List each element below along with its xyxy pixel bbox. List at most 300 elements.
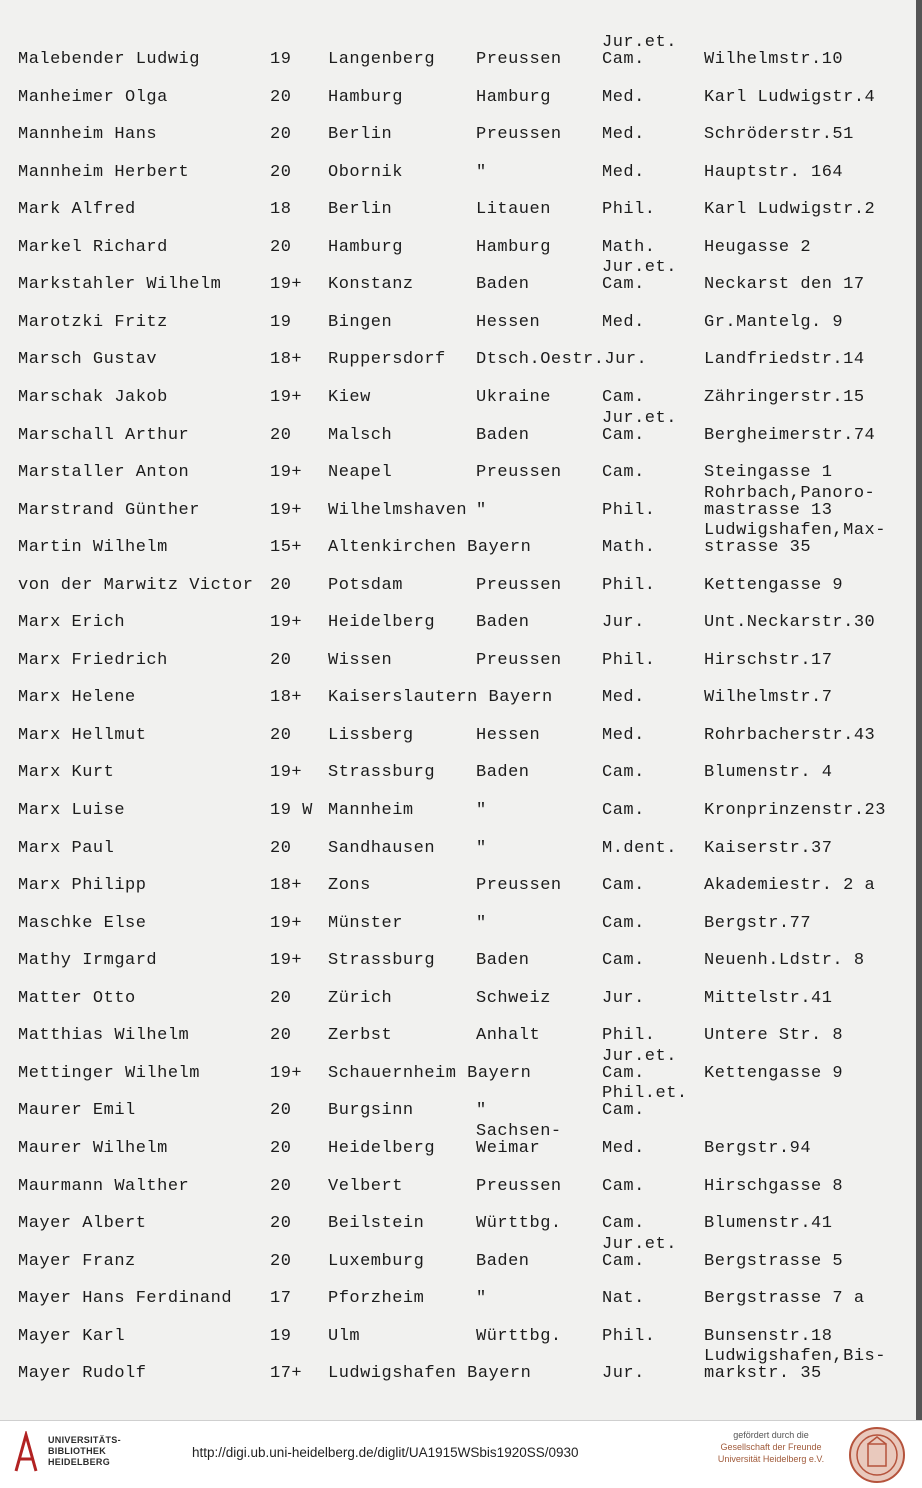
home-town: Kiew — [328, 387, 371, 407]
register-row — [0, 637, 922, 675]
home-state: " — [476, 801, 487, 820]
faculty — [602, 990, 645, 1007]
address — [704, 990, 832, 1007]
home-state: Württbg. — [476, 1214, 562, 1234]
faculty — [602, 877, 645, 894]
faculty — [602, 89, 645, 106]
register-row — [0, 562, 922, 600]
faculty — [602, 652, 656, 669]
faculty-line: Cam. — [602, 876, 645, 896]
address-line: Bergstrasse 7 a — [704, 1289, 865, 1309]
footer-bar — [0, 1420, 922, 1488]
address-line: Neckarst den 17 — [704, 275, 865, 295]
faculty-line: Cam. — [602, 425, 645, 445]
faculty — [602, 577, 656, 594]
faculty-line: Cam. — [602, 387, 645, 407]
home-state: " — [476, 838, 487, 858]
register-row — [0, 111, 922, 149]
faculty-line: Phil. — [602, 1026, 656, 1046]
home-state: Preussen — [476, 876, 562, 896]
home-state: Litauen — [476, 200, 551, 220]
address-line: mastrasse 13 — [704, 500, 833, 520]
faculty — [602, 1048, 677, 1082]
address-line: Steingasse 1 — [704, 463, 833, 483]
address-line: Kettengasse 9 — [704, 1063, 844, 1083]
address — [704, 614, 875, 631]
faculty-line: Cam. — [602, 1101, 645, 1121]
address — [704, 276, 865, 293]
student-age: 19+ — [270, 913, 303, 933]
student-age: 19 — [270, 1326, 292, 1346]
library-name-line3: HEIDELBERG — [48, 1457, 111, 1467]
address-line: Karl Ludwigstr.2 — [704, 200, 876, 220]
faculty-line: Phil. — [602, 650, 656, 670]
home-town: Berlin — [328, 125, 393, 145]
home-town: Ruppersdorf — [328, 350, 446, 370]
register-row — [0, 408, 922, 450]
student-age: 20 — [270, 1026, 292, 1046]
register-row — [0, 224, 922, 262]
faculty — [602, 1215, 645, 1232]
address — [704, 239, 811, 256]
home-town: Schauernheim Bayern — [328, 1063, 532, 1083]
address — [704, 577, 843, 594]
faculty-line: Phil. — [602, 200, 656, 220]
student-age: 19+ — [270, 613, 303, 633]
faculty-line: M.dent. — [602, 838, 677, 858]
home-town: Luxemburg — [328, 1251, 425, 1271]
faculty — [602, 952, 645, 969]
address — [704, 1253, 843, 1270]
register-row — [0, 937, 922, 975]
home-state: Preussen — [476, 125, 562, 145]
home-state: Baden — [476, 951, 530, 971]
faculty-line: Math. — [602, 538, 656, 558]
register-row — [0, 1046, 922, 1088]
student-age: 18+ — [270, 350, 303, 370]
faculty — [602, 1178, 645, 1195]
student-age: 18+ — [270, 688, 303, 708]
register-row — [0, 1121, 922, 1163]
faculty — [602, 1027, 656, 1044]
address-line: Kronprinzenstr.23 — [704, 801, 886, 820]
home-state: Preussen — [476, 50, 562, 69]
home-town: Potsdam — [328, 575, 403, 595]
address — [704, 427, 875, 444]
address-line: Kaiserstr.37 — [704, 838, 833, 858]
university-library-logo-icon — [12, 1431, 40, 1475]
student-name: Matthias Wilhelm — [18, 1026, 190, 1046]
student-name: Marx Luise — [18, 801, 126, 820]
home-town: Wissen — [328, 650, 393, 670]
address — [704, 727, 875, 744]
address — [704, 522, 886, 556]
student-name: Marotzki Fritz — [18, 312, 168, 332]
address — [704, 89, 875, 106]
faculty — [602, 840, 677, 857]
faculty-line: Med. — [602, 125, 645, 145]
register-row — [0, 449, 922, 487]
student-name: Mayer Franz — [18, 1251, 136, 1271]
student-age: 20 — [270, 988, 292, 1008]
student-age: 20 — [270, 1214, 292, 1234]
address — [704, 351, 865, 368]
student-name: Marstaller Anton — [18, 463, 190, 483]
faculty — [602, 727, 645, 744]
home-town: Münster — [328, 913, 403, 933]
student-name: Mettinger Wilhelm — [18, 1063, 200, 1083]
register-row — [0, 186, 922, 224]
address — [704, 952, 865, 969]
register-row — [0, 374, 922, 412]
register-row — [0, 674, 922, 712]
address — [704, 485, 875, 519]
faculty-line: Med. — [602, 87, 645, 107]
register-row — [0, 1313, 922, 1351]
faculty-line: Cam. — [602, 1251, 645, 1271]
faculty — [602, 539, 656, 556]
home-town: Hamburg — [328, 237, 403, 257]
home-town: Zons — [328, 876, 371, 896]
home-state: Hamburg — [476, 87, 551, 107]
faculty — [602, 1236, 677, 1270]
home-town: Heidelberg — [328, 613, 436, 633]
address-line: Hirschstr.17 — [704, 650, 833, 670]
faculty — [602, 410, 677, 444]
faculty — [602, 1140, 645, 1157]
home-town: Konstanz — [328, 275, 414, 295]
society-name-line2: Universität Heidelberg e.V. — [717, 1454, 825, 1464]
home-state: Hessen — [476, 312, 541, 332]
student-age: 20 — [270, 1251, 292, 1271]
address-line: Gr.Mantelg. 9 — [704, 312, 844, 332]
student-name: Malebender Ludwig — [18, 50, 200, 69]
address-line: Bergheimerstr.74 — [704, 425, 876, 445]
student-name: Martin Wilhelm — [18, 538, 168, 558]
address-line: Ludwigshafen,Max- — [704, 521, 886, 541]
address-line: Wilhelmstr.10 — [704, 50, 844, 69]
address-line: Hirschgasse 8 — [704, 1176, 844, 1196]
register-row — [0, 1084, 922, 1125]
faculty-line: Med. — [602, 162, 645, 182]
faculty-line: Med. — [602, 1138, 645, 1158]
register-row — [0, 1163, 922, 1201]
register-row — [0, 149, 922, 187]
register-row — [0, 1234, 922, 1276]
student-name: Marsch Gustav — [18, 350, 158, 370]
register-row — [0, 787, 922, 825]
address-line: markstr. 35 — [704, 1364, 822, 1384]
faculty — [602, 1365, 645, 1382]
student-name: Mayer Rudolf — [18, 1364, 147, 1384]
student-age: 19+ — [270, 275, 303, 295]
address-line: Neuenh.Ldstr. 8 — [704, 951, 865, 971]
student-name: Maurmann Walther — [18, 1176, 190, 1196]
student-name: Marx Erich — [18, 613, 126, 633]
student-age: 19+ — [270, 463, 303, 483]
home-state: Preussen — [476, 463, 562, 483]
address-line: Landfriedstr.14 — [704, 350, 865, 370]
student-name: Maurer Emil — [18, 1101, 136, 1121]
home-town: Wilhelmshaven — [328, 500, 468, 520]
student-name: Mayer Karl — [18, 1326, 126, 1346]
home-state: Baden — [476, 763, 530, 783]
faculty-line: Med. — [602, 725, 645, 745]
address-line: Rohrbach,Panoro- — [704, 483, 876, 503]
address-line: Karl Ludwigstr.4 — [704, 87, 876, 107]
home-town: Sandhausen — [328, 838, 436, 858]
home-town: Berlin — [328, 200, 393, 220]
faculty-line: Jur.et. — [602, 33, 677, 52]
register-row — [0, 825, 922, 863]
faculty — [602, 802, 645, 819]
faculty — [602, 314, 645, 331]
student-age: 19 — [270, 50, 292, 69]
address — [704, 689, 832, 706]
student-age: 20 — [270, 650, 292, 670]
home-town: Ludwigshafen Bayern — [328, 1364, 532, 1384]
faculty — [602, 389, 645, 406]
home-town: Obornik — [328, 162, 403, 182]
home-state: Preussen — [476, 575, 562, 595]
home-state: Baden — [476, 1251, 530, 1271]
home-town: Beilstein — [328, 1214, 425, 1234]
faculty — [602, 239, 656, 256]
register-row — [0, 1012, 922, 1050]
faculty-line: Cam. — [602, 1063, 645, 1083]
faculty — [602, 1085, 688, 1119]
address — [704, 652, 832, 669]
student-age: 18+ — [270, 876, 303, 896]
address-line: strasse 35 — [704, 538, 812, 558]
register-row — [0, 299, 922, 337]
student-age: 20 — [270, 1176, 292, 1196]
register-row — [0, 521, 922, 562]
home-state: Württbg. — [476, 1326, 562, 1346]
address — [704, 1290, 865, 1307]
home-town: Strassburg — [328, 951, 436, 971]
address-line: Zähringerstr.15 — [704, 387, 865, 407]
home-state: " — [476, 913, 487, 933]
home-state: Dtsch.Oestr.Jur. — [476, 350, 648, 370]
student-age: 20 — [270, 162, 292, 182]
address-line: Bergstrasse 5 — [704, 1251, 844, 1271]
faculty-line: Cam. — [602, 463, 645, 483]
student-age: 17 — [270, 1289, 292, 1309]
faculty-line: Cam. — [602, 763, 645, 783]
student-name: Marstrand Günther — [18, 500, 200, 520]
faculty-line: Cam. — [602, 951, 645, 971]
faculty-line: Med. — [602, 688, 645, 708]
home-town: Kaiserslautern Bayern — [328, 688, 553, 708]
faculty-line: Phil. — [602, 575, 656, 595]
student-name: Marschall Arthur — [18, 425, 190, 445]
address — [704, 1215, 832, 1232]
faculty-line: Cam. — [602, 801, 645, 820]
student-name: Mark Alfred — [18, 200, 136, 220]
address-line: Akademiestr. 2 a — [704, 876, 876, 896]
home-town: Burgsinn — [328, 1101, 414, 1121]
faculty-line: Cam. — [602, 275, 645, 295]
address-line: Heugasse 2 — [704, 237, 812, 257]
student-age: 20 — [270, 1138, 292, 1158]
home-state: Hessen — [476, 725, 541, 745]
home-town: Mannheim — [328, 801, 414, 820]
home-state: Schweiz — [476, 988, 551, 1008]
address — [704, 802, 886, 819]
register-row — [0, 33, 922, 74]
home-state: Baden — [476, 425, 530, 445]
home-state: " — [476, 500, 487, 520]
faculty — [602, 164, 645, 181]
address — [704, 915, 811, 932]
student-name: Mayer Albert — [18, 1214, 147, 1234]
faculty — [602, 34, 677, 68]
faculty — [602, 201, 656, 218]
address-line: Wilhelmstr.7 — [704, 688, 833, 708]
faculty — [602, 1290, 645, 1307]
faculty-line: Med. — [602, 312, 645, 332]
register-row — [0, 599, 922, 637]
student-age: 17+ — [270, 1364, 303, 1384]
student-age: 20 — [270, 575, 292, 595]
home-state: Sachsen- Weimar — [476, 1121, 562, 1158]
address-line: Untere Str. 8 — [704, 1026, 844, 1046]
faculty-line: Phil.et. — [602, 1084, 688, 1104]
student-name: Markstahler Wilhelm — [18, 275, 222, 295]
student-age: 19+ — [270, 951, 303, 971]
address — [704, 840, 832, 857]
register-row — [0, 1347, 922, 1388]
student-name: Maurer Wilhelm — [18, 1138, 168, 1158]
home-town: Malsch — [328, 425, 393, 445]
address-line: Mittelstr.41 — [704, 988, 833, 1008]
student-age: 19+ — [270, 387, 303, 407]
society-name-line1: Gesellschaft der Freunde — [720, 1442, 822, 1452]
faculty-line: Jur.et. — [602, 1046, 677, 1066]
address-line: Ludwigshafen,Bis- — [704, 1347, 886, 1367]
register-row — [0, 749, 922, 787]
student-age: 15+ — [270, 538, 303, 558]
address-line: Bunsenstr.18 — [704, 1326, 833, 1346]
home-state: Baden — [476, 613, 530, 633]
home-town: Ulm — [328, 1326, 361, 1346]
home-town: Zerbst — [328, 1026, 393, 1046]
page-edge-shadow — [916, 0, 922, 1420]
faculty-line: Nat. — [602, 1289, 645, 1309]
home-state: " — [476, 1289, 487, 1309]
faculty — [602, 259, 677, 293]
register-row — [0, 712, 922, 750]
register-row — [0, 1275, 922, 1313]
register-row — [0, 975, 922, 1013]
student-name: Mathy Irmgard — [18, 951, 158, 971]
register-row — [0, 74, 922, 112]
register-row — [0, 483, 922, 525]
faculty-line: Jur.et. — [602, 1234, 677, 1254]
register-row — [0, 258, 922, 299]
address — [704, 314, 843, 331]
address-line: Schröderstr.51 — [704, 125, 854, 145]
address-line: Kettengasse 9 — [704, 575, 844, 595]
student-name: Marx Kurt — [18, 763, 115, 783]
faculty-line: Cam. — [602, 50, 645, 69]
home-state: Anhalt — [476, 1026, 541, 1046]
home-town: Zürich — [328, 988, 393, 1008]
address-line: Hauptstr. 164 — [704, 162, 844, 182]
supported-by-label: gefördert durch die — [733, 1430, 809, 1440]
home-state: Preussen — [476, 650, 562, 670]
home-town: Neapel — [328, 463, 393, 483]
faculty — [602, 464, 645, 481]
faculty-line: Math. — [602, 237, 656, 257]
student-age: 18 — [270, 200, 292, 220]
register-row — [0, 1200, 922, 1238]
address — [704, 1140, 811, 1157]
home-town: Pforzheim — [328, 1289, 425, 1309]
source-url-link[interactable]: http://digi.ub.uni-heidelberg.de/diglit/UA1915WSbis1920SS/0930 — [192, 1445, 579, 1460]
home-town: Altenkirchen Bayern — [328, 538, 532, 558]
student-age: 19+ — [270, 763, 303, 783]
student-name: Maschke Else — [18, 913, 147, 933]
student-age: 20 — [270, 425, 292, 445]
faculty — [602, 614, 645, 631]
address-line: Unt.Neckarstr.30 — [704, 613, 876, 633]
student-age: 19+ — [270, 500, 303, 520]
student-name: Marx Friedrich — [18, 650, 168, 670]
address — [704, 1065, 843, 1082]
home-state: Preussen — [476, 1176, 562, 1196]
address-line: Blumenstr.41 — [704, 1214, 833, 1234]
address — [704, 51, 843, 68]
address — [704, 1348, 886, 1382]
student-name: Mannheim Hans — [18, 125, 158, 145]
register-row — [0, 336, 922, 374]
register-row — [0, 862, 922, 900]
home-town: Heidelberg — [328, 1138, 436, 1158]
address — [704, 1178, 843, 1195]
faculty — [602, 689, 645, 706]
sponsor-credit — [704, 1429, 838, 1465]
student-age: 20 — [270, 838, 292, 858]
home-state: " — [476, 1101, 487, 1121]
student-age: 20 — [270, 1101, 292, 1121]
library-name-line1: UNIVERSITÄTS- — [48, 1435, 121, 1445]
home-state: " — [476, 162, 487, 182]
student-name: Marx Paul — [18, 838, 115, 858]
student-name: Matter Otto — [18, 988, 136, 1008]
student-name: Markel Richard — [18, 237, 168, 257]
home-town: Lissberg — [328, 725, 414, 745]
student-age: 19+ — [270, 1063, 303, 1083]
student-age: 20 — [270, 87, 292, 107]
student-name: Manheimer Olga — [18, 87, 168, 107]
university-seal-icon — [848, 1426, 906, 1484]
faculty-line: Jur.et. — [602, 408, 677, 428]
home-state: Baden — [476, 275, 530, 295]
address — [704, 201, 875, 218]
address — [704, 1027, 843, 1044]
home-state: Hamburg — [476, 237, 551, 257]
address-line: Bergstr.94 — [704, 1138, 812, 1158]
address — [704, 164, 843, 181]
faculty-line: Phil. — [602, 500, 656, 520]
faculty — [602, 126, 645, 143]
address — [704, 126, 854, 143]
faculty-line: Cam. — [602, 1176, 645, 1196]
address — [704, 877, 875, 894]
faculty — [602, 764, 645, 781]
